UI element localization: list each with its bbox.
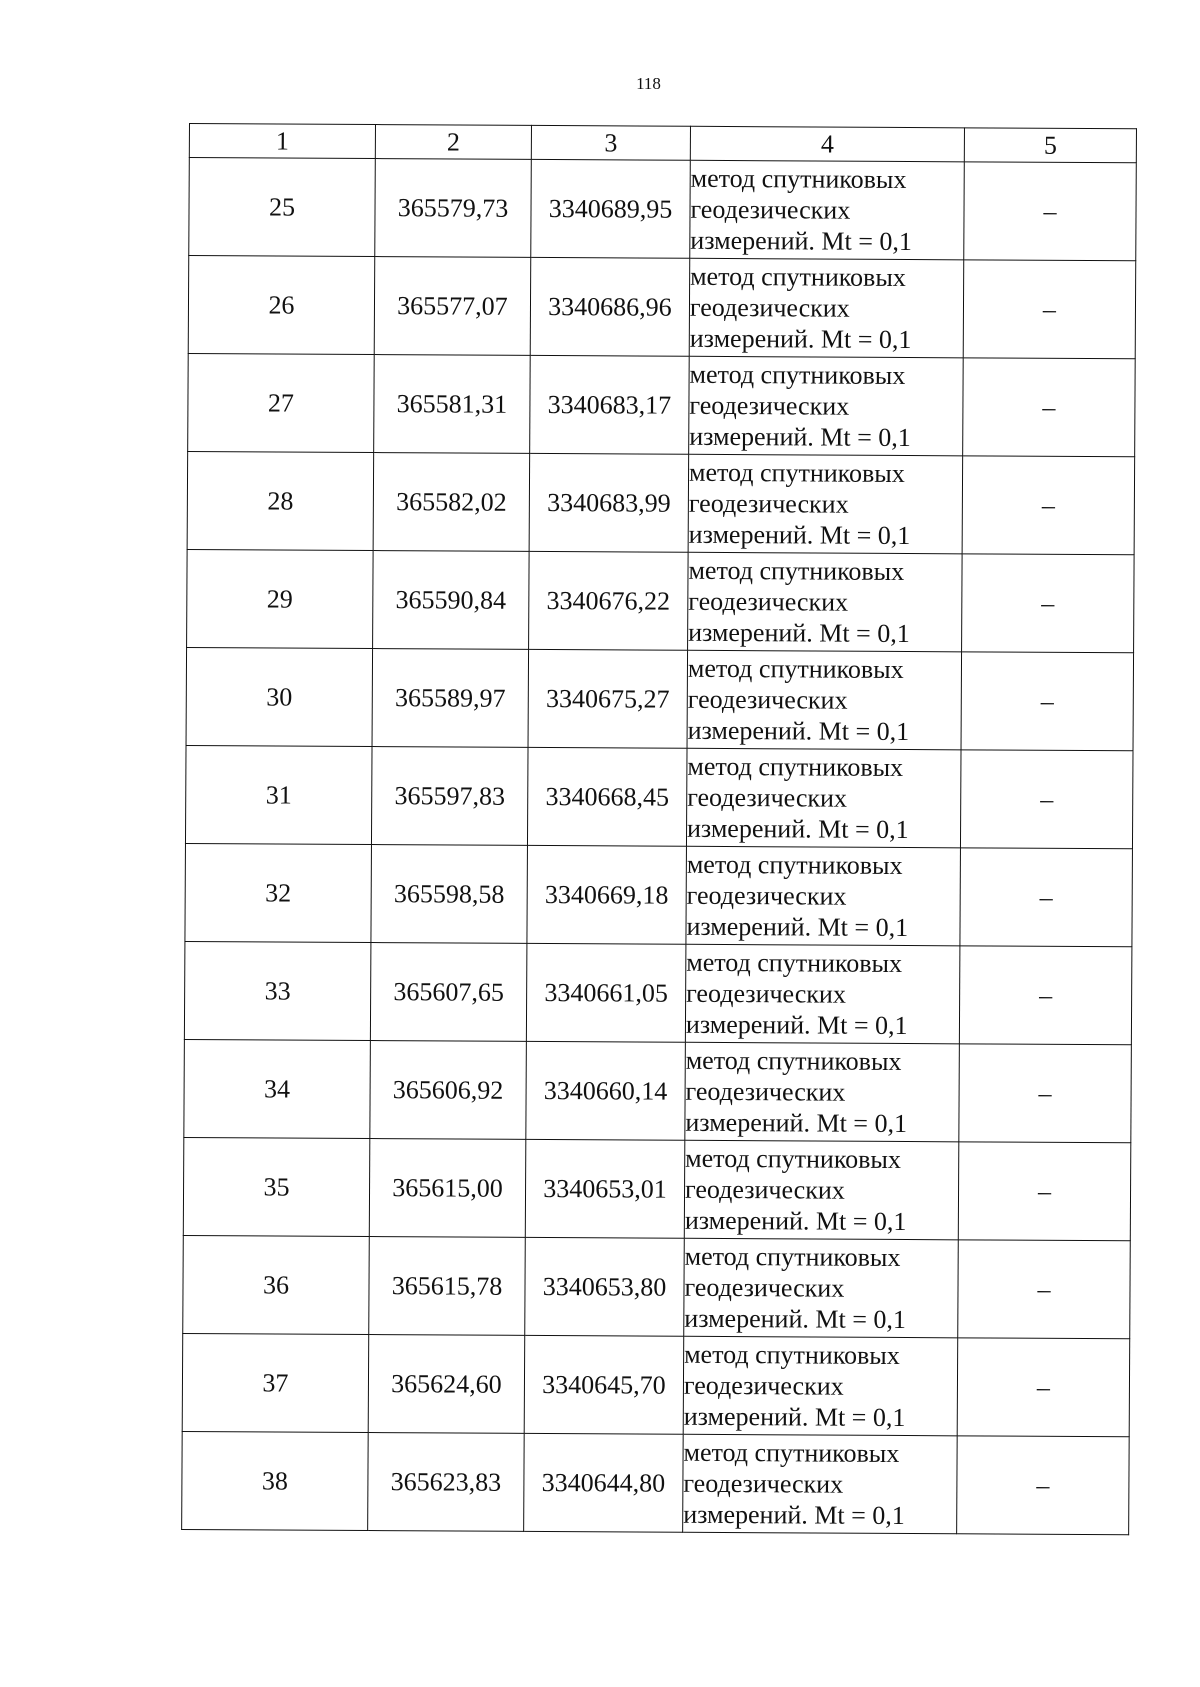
method-text: метод спутниковых геодезических измерений. Mt = 0,1 [690, 163, 913, 257]
point-number-cell: 32 [185, 843, 372, 942]
y-coordinate-cell: 3340661,05 [526, 943, 686, 1042]
point-number-cell: 37 [182, 1333, 369, 1432]
y-coordinate-cell: 3340689,95 [531, 159, 691, 258]
method-cell [688, 552, 963, 652]
table-row [185, 745, 1133, 848]
method-cell [688, 454, 963, 554]
method-cell [684, 1140, 959, 1240]
y-coordinate-cell: 3340676,22 [529, 551, 689, 650]
note-cell: – [961, 652, 1134, 751]
x-coordinate-cell: 365581,31 [374, 355, 531, 454]
note-cell: – [964, 162, 1137, 261]
note-cell: – [957, 1338, 1130, 1437]
point-number-cell: 27 [188, 353, 375, 452]
x-coordinate-cell: 365582,02 [373, 453, 530, 552]
point-number-cell: 29 [187, 549, 374, 648]
x-coordinate-cell: 365598,58 [371, 845, 528, 944]
note-cell: – [962, 554, 1135, 653]
point-number-cell: 26 [188, 256, 375, 355]
method-text: метод спутниковых геодезических измерений. Mt = 0,1 [683, 1437, 905, 1531]
y-coordinate-cell: 3340645,70 [524, 1335, 684, 1434]
method-cell [689, 356, 964, 456]
method-text: метод спутниковых геодезических измерений. Mt = 0,1 [688, 555, 910, 649]
table-header-row [189, 124, 1136, 163]
column-header-2: 2 [375, 125, 531, 160]
page-number: 118 [636, 74, 661, 93]
x-coordinate-cell: 365624,60 [368, 1335, 525, 1434]
y-coordinate-cell: 3340660,14 [526, 1041, 686, 1140]
point-number-cell: 28 [187, 451, 374, 550]
x-coordinate-cell: 365615,00 [369, 1139, 526, 1238]
method-text: метод спутниковых геодезических измерений. Mt = 0,1 [684, 1143, 907, 1237]
method-cell [689, 258, 964, 358]
note-cell: – [960, 750, 1133, 849]
y-coordinate-cell: 3340669,18 [527, 845, 687, 944]
y-coordinate-cell: 3340653,80 [525, 1237, 685, 1336]
method-text: метод спутниковых геодезических измерений. Mt = 0,1 [688, 457, 911, 551]
method-cell [685, 1042, 960, 1142]
table-row [182, 1333, 1130, 1436]
method-cell [683, 1336, 958, 1436]
point-number-cell: 33 [184, 941, 371, 1040]
x-coordinate-cell: 365597,83 [371, 747, 528, 846]
coordinates-table-body [182, 124, 1137, 1535]
y-coordinate-cell: 3340686,96 [530, 257, 690, 356]
method-cell [685, 944, 960, 1044]
x-coordinate-cell: 365590,84 [373, 551, 530, 650]
coordinates-table [181, 123, 1137, 1535]
point-number-cell: 31 [185, 745, 372, 844]
table-row [188, 353, 1136, 456]
note-cell: – [960, 848, 1133, 947]
note-cell: – [959, 1044, 1132, 1143]
y-coordinate-cell: 3340683,17 [530, 355, 690, 454]
x-coordinate-cell: 365589,97 [372, 649, 529, 748]
point-number-cell: 34 [184, 1039, 371, 1138]
table-row [187, 451, 1135, 554]
method-text: метод спутниковых геодезических измерений. Mt = 0,1 [689, 359, 911, 453]
method-text: метод спутниковых геодезических измерений. Mt = 0,1 [685, 947, 908, 1041]
table-row [187, 549, 1135, 652]
method-cell [687, 650, 962, 750]
table-row [188, 256, 1136, 359]
table-row [189, 158, 1137, 261]
method-cell [690, 160, 965, 260]
note-cell: – [959, 946, 1132, 1045]
y-coordinate-cell: 3340683,99 [529, 453, 689, 552]
column-header-3: 3 [531, 125, 690, 160]
point-number-cell: 35 [183, 1137, 370, 1236]
method-cell [683, 1434, 958, 1534]
x-coordinate-cell: 365606,92 [370, 1041, 527, 1140]
note-cell: – [958, 1142, 1131, 1241]
column-header-5: 5 [964, 128, 1136, 163]
method-cell [686, 748, 961, 848]
column-header-4: 4 [690, 126, 964, 162]
method-text: метод спутниковых геодезических измерений. Mt = 0,1 [686, 849, 909, 943]
method-cell [684, 1238, 959, 1338]
y-coordinate-cell: 3340668,45 [527, 747, 687, 846]
table-row [182, 1431, 1130, 1534]
x-coordinate-cell: 365615,78 [369, 1237, 526, 1336]
y-coordinate-cell: 3340675,27 [528, 649, 688, 748]
table-row [183, 1235, 1131, 1338]
y-coordinate-cell: 3340653,01 [525, 1139, 685, 1238]
table-row [185, 843, 1133, 946]
table-row [183, 1137, 1131, 1240]
x-coordinate-cell: 365577,07 [374, 257, 531, 356]
method-text: метод спутниковых геодезических измерений. Mt = 0,1 [684, 1241, 907, 1335]
note-cell: – [957, 1436, 1130, 1535]
method-text: метод спутниковых геодезических измерений. Mt = 0,1 [685, 1045, 908, 1139]
column-header-1: 1 [189, 124, 375, 159]
table-row [184, 941, 1132, 1044]
method-cell [686, 846, 961, 946]
point-number-cell: 25 [189, 158, 376, 257]
point-number-cell: 30 [186, 647, 373, 746]
point-number-cell: 38 [182, 1431, 369, 1530]
note-cell: – [963, 358, 1136, 457]
table-row [184, 1039, 1132, 1142]
note-cell: – [962, 456, 1135, 555]
method-text: метод спутниковых геодезических измерений. Mt = 0,1 [687, 653, 910, 747]
table-row [186, 647, 1134, 750]
note-cell: – [958, 1240, 1131, 1339]
x-coordinate-cell: 365579,73 [375, 159, 532, 258]
method-text: метод спутниковых геодезических измерений. Mt = 0,1 [683, 1339, 906, 1433]
x-coordinate-cell: 365607,65 [370, 943, 527, 1042]
y-coordinate-cell: 3340644,80 [524, 1433, 684, 1532]
note-cell: – [963, 260, 1136, 359]
method-text: метод спутниковых геодезических измерений. Mt = 0,1 [686, 751, 909, 845]
point-number-cell: 36 [183, 1235, 370, 1334]
x-coordinate-cell: 365623,83 [368, 1433, 525, 1532]
method-text: метод спутниковых геодезических измерений. Mt = 0,1 [689, 261, 912, 355]
